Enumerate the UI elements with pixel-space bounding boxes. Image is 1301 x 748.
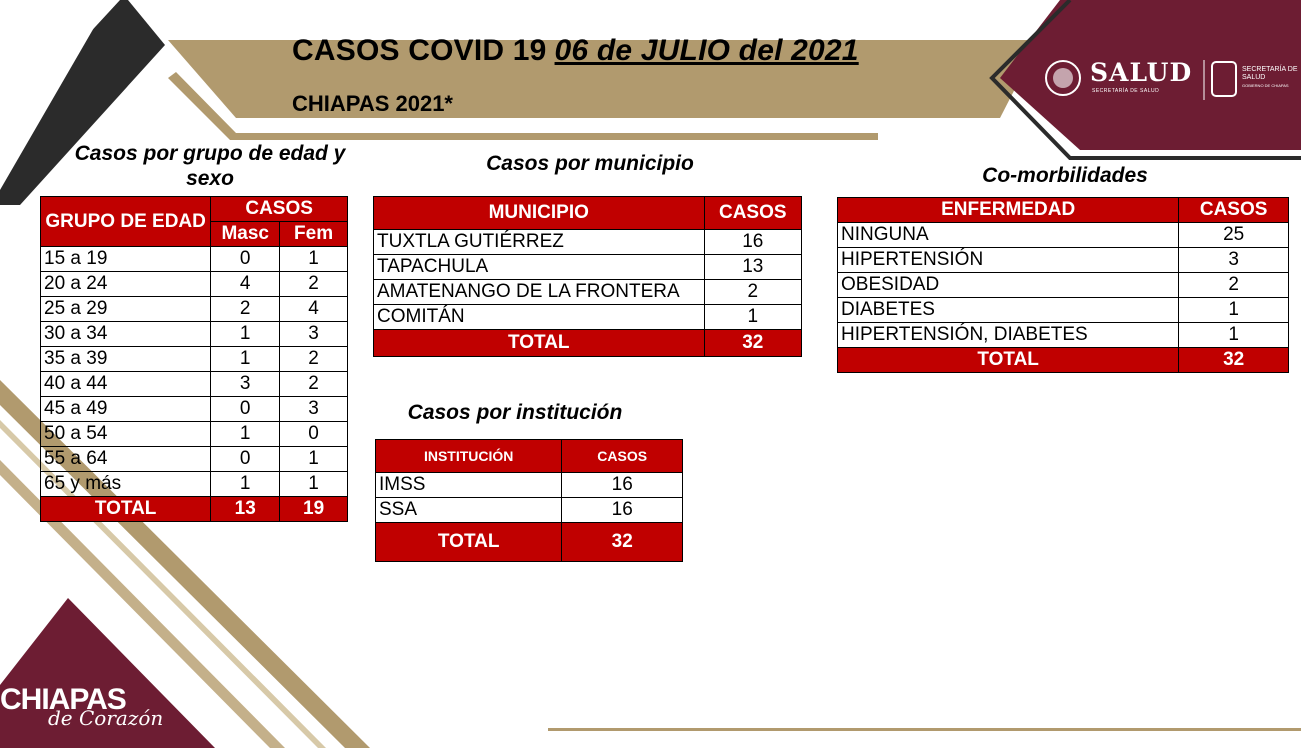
edad-section-title: Casos por grupo de edad y sexo [74, 142, 346, 190]
cell-masc: 2 [211, 297, 280, 322]
municipio-header-row [374, 197, 802, 230]
table-row [41, 322, 348, 347]
cell-casos: 25 [1179, 223, 1289, 248]
cell-fem: 4 [280, 297, 348, 322]
institucion-section-title: Casos por institución [407, 401, 623, 424]
page-subtitle: CHIAPAS 2021* [292, 91, 453, 116]
cell-nombre: AMATENANGO DE LA FRONTERA [374, 280, 705, 305]
institucion-total-row [376, 523, 683, 562]
col-header-enfermedad: ENFERMEDAD [838, 198, 1179, 223]
table-row [41, 297, 348, 322]
cell-fem: 1 [280, 447, 348, 472]
salud-logo: SALUD [1090, 58, 1193, 87]
cell-grupo: 45 a 49 [41, 397, 211, 422]
chiapas-logo: CHIAPAS [0, 683, 126, 716]
table-row [838, 298, 1289, 323]
table-row [41, 272, 348, 297]
edad-header-row [41, 197, 348, 222]
cell-casos: 1 [1179, 323, 1289, 348]
institucion-table [375, 439, 683, 562]
table-row [41, 422, 348, 447]
total-value: 32 [704, 330, 801, 357]
cell-nombre: DIABETES [838, 298, 1179, 323]
table-row [374, 255, 802, 280]
secretaria-logo-text: SECRETARÍA DE SALUD [1242, 66, 1298, 81]
total-label: TOTAL [41, 497, 211, 522]
cell-fem: 3 [280, 397, 348, 422]
cell-nombre: NINGUNA [838, 223, 1179, 248]
cell-masc: 1 [211, 472, 280, 497]
total-value: 32 [562, 523, 683, 562]
cell-grupo: 40 a 44 [41, 372, 211, 397]
cell-nombre: HIPERTENSIÓN, DIABETES [838, 323, 1179, 348]
cell-grupo: 65 y más [41, 472, 211, 497]
cell-masc: 4 [211, 272, 280, 297]
cell-masc: 1 [211, 347, 280, 372]
cell-nombre: COMITÁN [374, 305, 705, 330]
table-row [838, 273, 1289, 298]
cell-casos: 16 [562, 498, 683, 523]
table-row [838, 223, 1289, 248]
table-row [41, 472, 348, 497]
title-prefix: CASOS COVID 19 [292, 34, 547, 67]
cell-fem: 1 [280, 472, 348, 497]
total-label: TOTAL [376, 523, 562, 562]
municipio-table [373, 196, 802, 357]
col-header-municipio: MUNICIPIO [374, 197, 705, 230]
secretaria-logo [1242, 66, 1301, 90]
cell-nombre: SSA [376, 498, 562, 523]
table-row [374, 280, 802, 305]
cell-masc: 0 [211, 247, 280, 272]
title-date: 06 de JULIO del 2021 [554, 34, 859, 67]
col-header-casos: CASOS [562, 440, 683, 473]
col-header-casos: CASOS [1179, 198, 1289, 223]
table-row [41, 397, 348, 422]
col-header-casos: CASOS [704, 197, 801, 230]
cell-nombre: TAPACHULA [374, 255, 705, 280]
total-fem: 19 [280, 497, 348, 522]
total-value: 32 [1179, 348, 1289, 373]
table-row [41, 247, 348, 272]
cell-casos: 2 [1179, 273, 1289, 298]
table-row [838, 323, 1289, 348]
col-header-grupo: GRUPO DE EDAD [41, 197, 211, 247]
comorbilidades-section-title: Co-morbilidades [982, 164, 1148, 187]
cell-casos: 2 [704, 280, 801, 305]
cell-grupo: 20 a 24 [41, 272, 211, 297]
cell-fem: 1 [280, 247, 348, 272]
comorbilidades-total-row [838, 348, 1289, 373]
cell-masc: 0 [211, 447, 280, 472]
salud-logo-subtitle: SECRETARÍA DE SALUD [1092, 88, 1160, 94]
total-label: TOTAL [374, 330, 705, 357]
table-row [376, 498, 683, 523]
comorbilidades-table [837, 197, 1289, 373]
cell-casos: 1 [704, 305, 801, 330]
total-label: TOTAL [838, 348, 1179, 373]
cell-casos: 3 [1179, 248, 1289, 273]
cell-nombre: IMSS [376, 473, 562, 498]
secretaria-logo-subtitle: GOBIERNO DE CHIAPAS [1242, 83, 1289, 88]
edad-total-row [41, 497, 348, 522]
cell-nombre: OBESIDAD [838, 273, 1179, 298]
cell-masc: 1 [211, 422, 280, 447]
col-header-institucion: INSTITUCIÓN [376, 440, 562, 473]
table-row [374, 230, 802, 255]
col-header-masc: Masc [211, 222, 280, 247]
cell-fem: 0 [280, 422, 348, 447]
table-row [41, 447, 348, 472]
cell-grupo: 50 a 54 [41, 422, 211, 447]
cell-fem: 2 [280, 272, 348, 297]
cell-nombre: HIPERTENSIÓN [838, 248, 1179, 273]
table-row [41, 347, 348, 372]
cell-masc: 3 [211, 372, 280, 397]
table-row [376, 473, 683, 498]
chiapas-logo-subtitle: de Corazón [48, 706, 164, 730]
page-title [292, 34, 859, 68]
cell-casos: 16 [562, 473, 683, 498]
cell-fem: 2 [280, 372, 348, 397]
cell-masc: 1 [211, 322, 280, 347]
table-row [374, 305, 802, 330]
col-header-casos: CASOS [211, 197, 348, 222]
institucion-header-row [376, 440, 683, 473]
edad-table [40, 196, 348, 522]
cell-fem: 3 [280, 322, 348, 347]
cell-casos: 13 [704, 255, 801, 280]
cell-grupo: 25 a 29 [41, 297, 211, 322]
cell-grupo: 15 a 19 [41, 247, 211, 272]
total-masc: 13 [211, 497, 280, 522]
cell-casos: 1 [1179, 298, 1289, 323]
table-row [41, 372, 348, 397]
cell-nombre: TUXTLA GUTIÉRREZ [374, 230, 705, 255]
municipio-section-title: Casos por municipio [486, 152, 694, 175]
comorbilidades-header-row [838, 198, 1289, 223]
col-header-fem: Fem [280, 222, 348, 247]
cell-masc: 0 [211, 397, 280, 422]
cell-grupo: 30 a 34 [41, 322, 211, 347]
cell-fem: 2 [280, 347, 348, 372]
municipio-total-row [374, 330, 802, 357]
cell-casos: 16 [704, 230, 801, 255]
cell-grupo: 55 a 64 [41, 447, 211, 472]
cell-grupo: 35 a 39 [41, 347, 211, 372]
table-row [838, 248, 1289, 273]
